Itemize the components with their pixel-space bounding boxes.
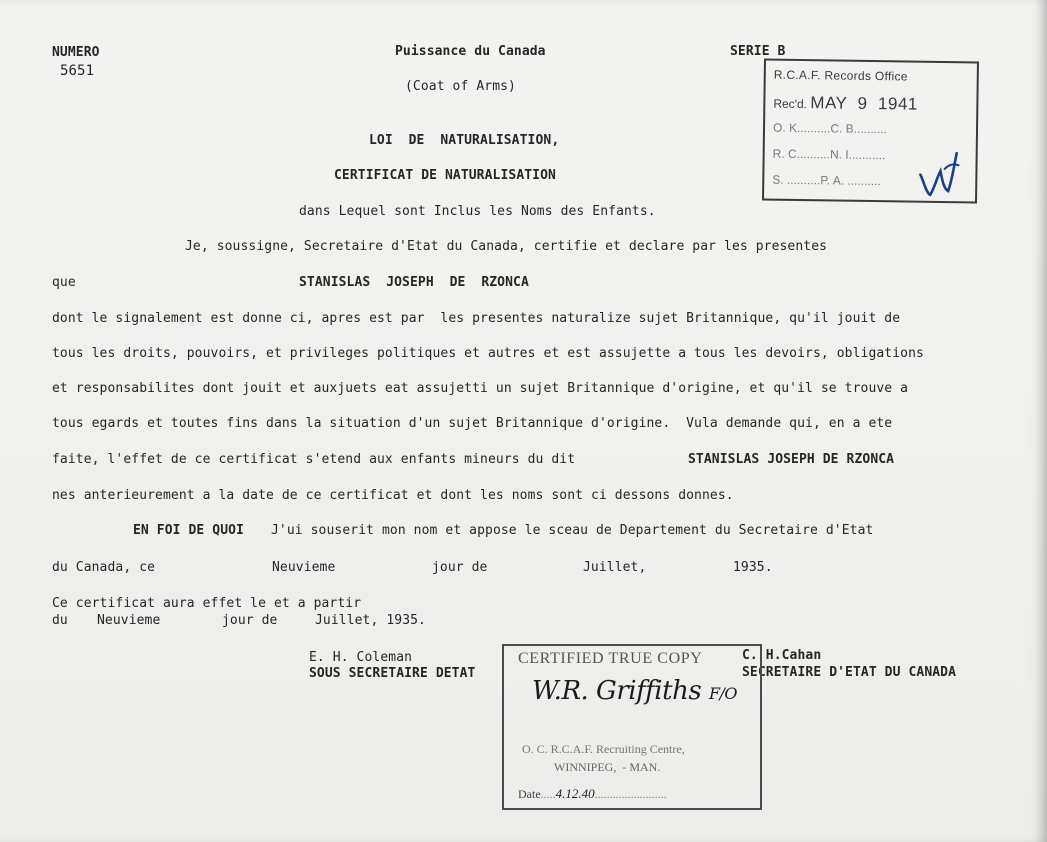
stamp-received-line — [773, 93, 918, 115]
effect-month-year: Juillet, 1935. — [315, 613, 426, 628]
stamp-office-line: R.C.A.F. Records Office — [773, 67, 908, 84]
body-line-3: dont le signalement est donne ci, apres est par les presentes naturalize sujet Britannique, qu'il jouit de — [52, 311, 901, 326]
stamp-ok-line: O. K..........C. B.......... — [772, 120, 888, 137]
body-line-6: tous egards et toutes fins dans la situation d'un sujet Britannique d'origine. Vula demande qui, en a ete — [52, 416, 893, 431]
left-signatory-name: E. H. Coleman — [309, 650, 413, 665]
date-prefix: du Canada, ce — [52, 560, 156, 575]
left-signatory-title: SOUS SECRETAIRE DETAT — [309, 666, 476, 681]
effect-day: Neuvieme — [97, 613, 161, 628]
date-jour: jour de — [432, 560, 488, 575]
certifier-city: WINNIPEG, - MAN. — [554, 760, 661, 774]
subject-name: STANISLAS JOSEPH DE RZONCA — [299, 275, 529, 290]
certified-date-line: Date.....4.12.40........................ — [518, 786, 667, 801]
effect-jour: jour de — [222, 613, 278, 628]
certifier-signature — [532, 676, 737, 706]
received-stamp — [762, 59, 979, 204]
certified-date-label: Date — [518, 787, 541, 801]
body-que: que — [52, 275, 76, 290]
certified-copy-stamp — [502, 644, 762, 810]
body-line-5: et responsabilites dont jouit et auxjuets eat assujetti un sujet Britannique d'origine, et qu'il se trouve a — [52, 381, 909, 396]
body-line-7: faite, l'effet de ce certificat s'etend aux enfants mineurs du dit — [52, 452, 576, 467]
numero-label: NUMERO — [52, 45, 100, 60]
stamp-received-date: MAY 9 1941 — [810, 93, 918, 114]
certified-copy-title: CERTIFIED TRUE COPY — [518, 650, 703, 667]
body-line-8: nes anterieurement a la date de ce certificat et dont les noms sont ci dessons donnes. — [52, 488, 734, 503]
right-signatory-name: C. H.Cahan — [742, 648, 822, 663]
law-heading: LOI DE NATURALISATION, — [369, 133, 560, 148]
children-subheading: dans Lequel sont Inclus les Noms des Enfants. — [299, 204, 656, 219]
certifier-signature-text: W.R. Griffiths — [532, 676, 702, 706]
stamp-rc-line: R. C..........N. I........... — [772, 146, 886, 163]
date-month: Juillet, — [583, 560, 647, 575]
certifier-organization: O. C. R.C.A.F. Recruiting Centre, — [522, 742, 685, 756]
document-title: Puissance du Canada — [395, 44, 546, 59]
date-year: 1935. — [733, 560, 773, 575]
certifier-rank: F/O — [708, 684, 738, 703]
stamp-initials-signature — [914, 149, 965, 202]
certificate-heading: CERTIFICAT DE NATURALISATION — [334, 168, 556, 183]
en-foi-text: J'ui souserit mon nom et appose le sceau de Departement du Secretaire d'Etat — [271, 523, 874, 538]
effect-line: Ce certificat aura effet le et a partir — [52, 596, 362, 611]
certified-date-value: 4.12.40 — [555, 786, 595, 801]
body-line-declaration: Je, soussigne, Secretaire d'Etat du Canada, certifie et declare par les presentes — [185, 239, 828, 254]
numero-value: 5651 — [60, 63, 95, 79]
right-signatory-title: SECRETAIRE D'ETAT DU CANADA — [742, 665, 957, 680]
subject-name-repeat: STANISLAS JOSEPH DE RZONCA — [688, 452, 895, 467]
stamp-s-line: S. ..........P. A. .......... — [772, 172, 881, 189]
body-line-4: tous les droits, pouvoirs, et privileges politiques et autres et est assujette a tous les devoirs, obligations — [52, 346, 924, 361]
stamp-received-label: Rec'd. — [773, 96, 808, 112]
coat-of-arms-note: (Coat of Arms) — [405, 79, 516, 94]
effect-du: du — [52, 613, 68, 628]
en-foi-label: EN FOI DE QUOI — [133, 523, 244, 538]
date-day: Neuvieme — [272, 560, 336, 575]
serie-label: SERIE B — [730, 44, 786, 59]
